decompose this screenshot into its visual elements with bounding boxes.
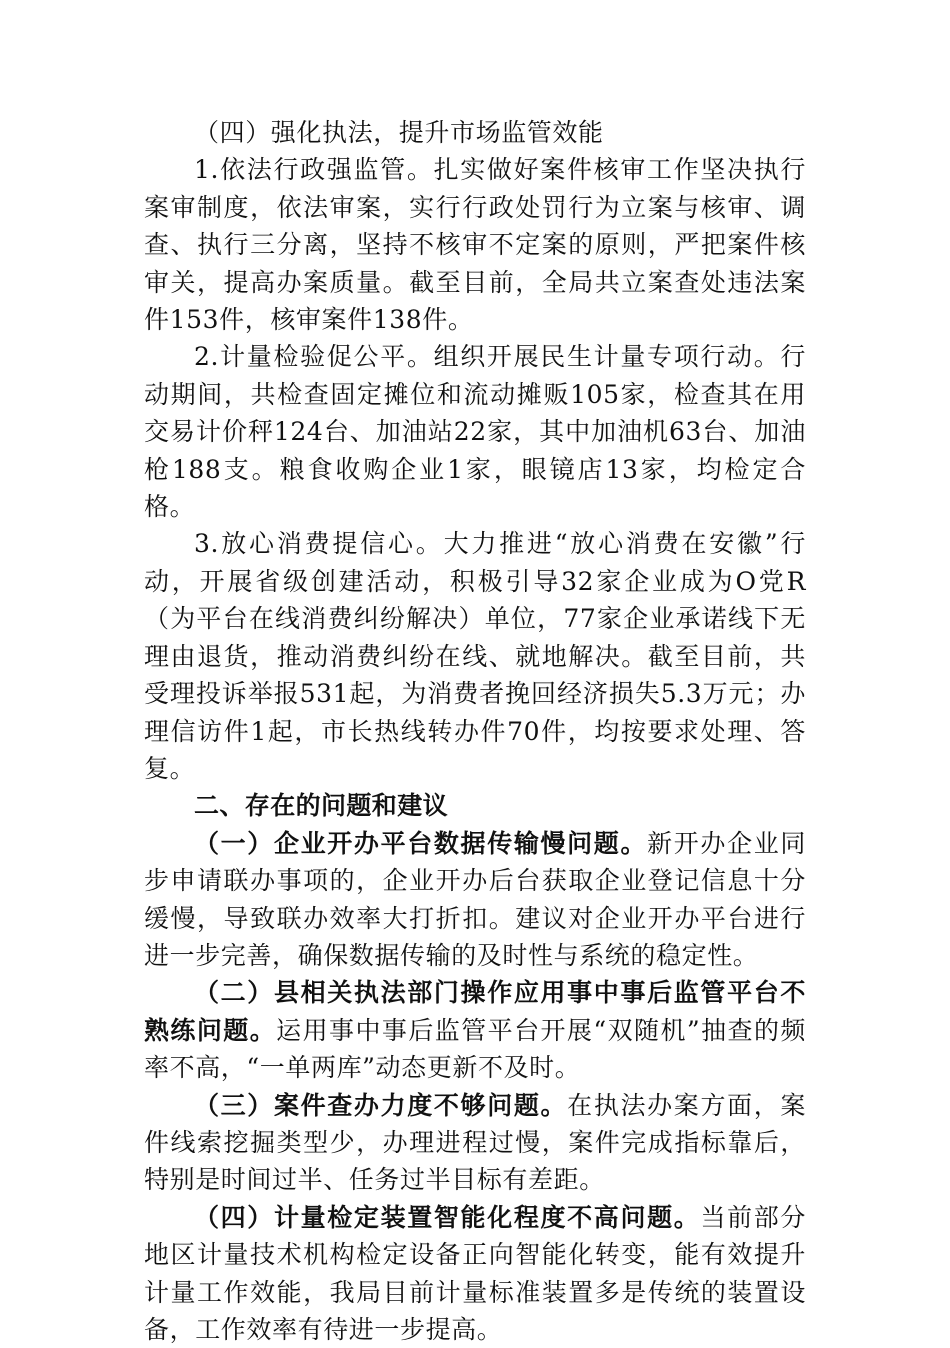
- problem-4-text: 当前部分地区计量技术机构检定设备正向智能化转变，能有效提升计量工作效能，我局目前计量标准装置多是传统的装置设备，工作效率有待进一步提高。: [144, 1202, 806, 1344]
- paragraph-item-2: [144, 338, 806, 525]
- item-1-lead: 1.依法行政强监管。: [194, 155, 434, 185]
- paragraph-problem-3: [144, 1087, 806, 1199]
- problem-3-text: 在执法办案方面，案件线索挖掘类型少，办理进程过慢，案件完成指标靠后，特别是时间过半、任务过半目标有差距。: [144, 1090, 807, 1195]
- document-page: [144, 114, 806, 1348]
- paragraph-item-3: [144, 525, 806, 787]
- section-heading-enforcement: （四）强化执法，提升市场监管效能: [194, 118, 604, 147]
- paragraph-problem-1: [144, 825, 806, 975]
- item-3-lead: 3.放心消费提信心。: [194, 529, 444, 559]
- problem-2-lead: （二）县相关执法部门操作应用事中事后监管平台不熟练问题。: [144, 978, 806, 1045]
- item-2-lead: 2.计量检验促公平。: [194, 342, 434, 372]
- item-1-text: 扎实做好案件核审工作坚决执行案审制度，依法审案，实行行政处罚行为立案与核审、调查、执行三分离，坚持不核审不定案的原则，严把案件核审关，提高办案质量。截至目前，全局共立案查处违法案件153件，核审案件138件。: [144, 155, 807, 335]
- problem-1-text: 新开办企业同步申请联办事项的，企业开办后台获取企业登记信息十分缓慢，导致联办效率大打折扣。建议对企业开办平台进行进一步完善，确保数据传输的及时性与系统的稳定性。: [144, 828, 806, 970]
- problem-1-lead: （一）企业开办平台数据传输慢问题。: [194, 828, 648, 858]
- section-heading-problems: 二、存在的问题和建议: [194, 791, 449, 821]
- problem-4-lead: （四）计量检定装置智能化程度不高问题。: [194, 1202, 701, 1232]
- paragraph-item-1: [144, 151, 806, 338]
- problem-2-text: 运用事中事后监管平台开展“双随机”抽查的频率不高，“一单两库”动态更新不及时。: [144, 1015, 806, 1083]
- item-2-text: 组织开展民生计量专项行动。行动期间，共检查固定摊位和流动摊贩105家，检查其在用交易计价秤124台、加油站22家，其中加油机63台、加油枪188支。粮食收购企业1家，眼镜店13家，均检定合格。: [144, 342, 807, 522]
- paragraph-problem-4: [144, 1199, 806, 1348]
- problem-3-lead: （三）案件查办力度不够问题。: [194, 1090, 568, 1120]
- item-3-text: 大力推进“放心消费在安徽”行动，开展省级创建活动，积极引导32家企业成为O党R（为平台在线消费纠纷解决）单位，77家企业承诺线下无理由退货，推动消费纠纷在线、就地解决。截至目前，共受理投诉举报531起，为消费者挽回经济损失5.3万元；办理信访件1起，市长热线转办件70件，均按要求处理、答复。: [144, 529, 806, 783]
- paragraph-problem-2: [144, 974, 806, 1086]
